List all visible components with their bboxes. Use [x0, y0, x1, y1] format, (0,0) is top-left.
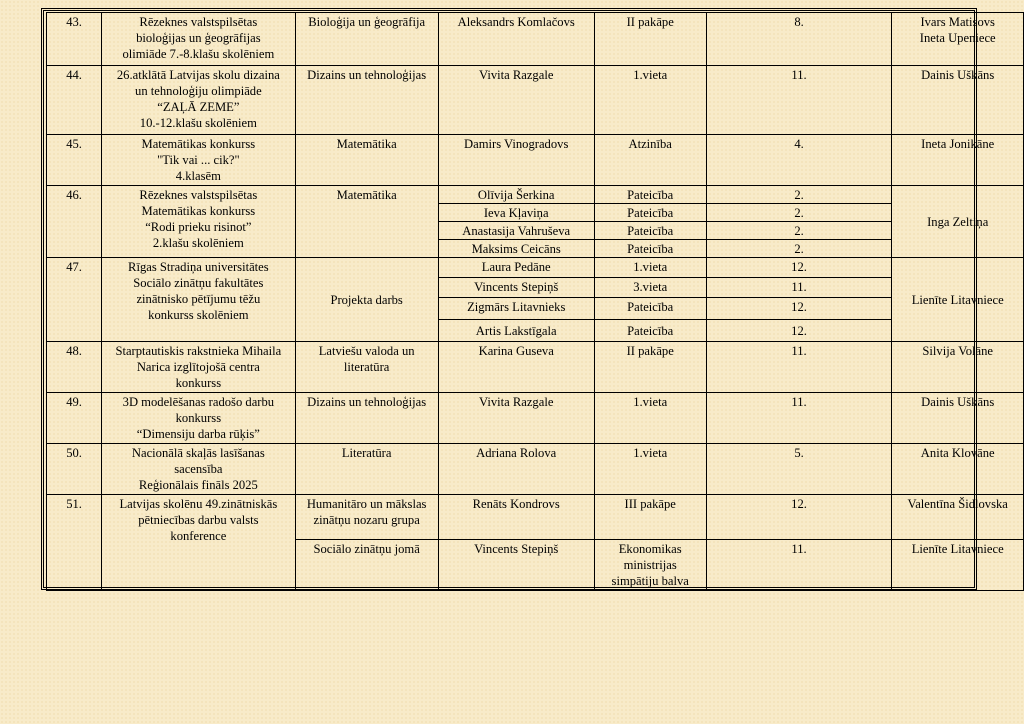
result-cell: II pakāpe	[594, 342, 706, 393]
teacher-cell: Dainis Uškāns	[892, 66, 1024, 135]
result-cell: 3.vieta	[594, 278, 706, 298]
competition-cell: Rēzeknes valstspilsētas Matemātikas konkurss “Rodi prieku risinot” 2.klašu skolēniem	[102, 186, 295, 258]
row-number: 50.	[47, 444, 102, 495]
competition-cell: 26.atklātā Latvijas skolu dizaina un tehnoloģiju olimpiāde “ZAĻĀ ZEME” 10.-12.klašu skolēniem	[102, 66, 295, 135]
row-number: 43.	[47, 13, 102, 66]
result-cell: Pateicība	[594, 204, 706, 222]
student-cell: Artis Lakstīgala	[438, 320, 594, 342]
subject-cell: Bioloģija un ģeogrāfija	[295, 13, 438, 66]
row-number: 45.	[47, 135, 102, 186]
student-cell: Laura Pedāne	[438, 258, 594, 278]
row-number: 44.	[47, 66, 102, 135]
result-cell: 1.vieta	[594, 258, 706, 278]
subject-cell: Dizains un tehnoloģijas	[295, 66, 438, 135]
grade-cell: 4.	[706, 135, 892, 186]
subject-cell: Literatūra	[295, 444, 438, 495]
subject-cell: Matemātika	[295, 186, 438, 258]
row-number: 49.	[47, 393, 102, 444]
teacher-cell: Inga Zeltiņa	[892, 186, 1024, 258]
teacher-cell: Silvija Volāne	[892, 342, 1024, 393]
row-number: 51.	[47, 495, 102, 591]
table-row	[47, 13, 1024, 66]
table-row	[47, 66, 1024, 135]
result-cell: Atzinība	[594, 135, 706, 186]
table-row	[47, 342, 1024, 393]
subject-cell: Humanitāro un mākslas zinātņu nozaru grupa	[295, 495, 438, 540]
teacher-cell: Valentīna Šidlovska	[892, 495, 1024, 540]
subject-cell: Matemātika	[295, 135, 438, 186]
table-row	[47, 444, 1024, 495]
student-cell: Renāts Kondrovs	[438, 495, 594, 540]
teacher-cell: Ineta Jonikāne	[892, 135, 1024, 186]
grade-cell: 2.	[706, 240, 892, 258]
competition-cell: Nacionālā skaļās lasīšanas sacensība Reģionālais fināls 2025	[102, 444, 295, 495]
result-cell: II pakāpe	[594, 13, 706, 66]
grade-cell: 2.	[706, 204, 892, 222]
subject-cell: Projekta darbs	[295, 258, 438, 342]
competition-cell: Latvijas skolēnu 49.zinātniskās pētniecības darbu valsts konference	[102, 495, 295, 591]
grade-cell: 11.	[706, 342, 892, 393]
student-cell: Adriana Rolova	[438, 444, 594, 495]
student-cell: Maksims Ceicāns	[438, 240, 594, 258]
student-cell: Aleksandrs Komlačovs	[438, 13, 594, 66]
subject-cell: Latviešu valoda un literatūra	[295, 342, 438, 393]
teacher-cell: Lienīte Litavniece	[892, 258, 1024, 342]
grade-cell: 11.	[706, 278, 892, 298]
grade-cell: 2.	[706, 186, 892, 204]
result-cell: 1.vieta	[594, 444, 706, 495]
student-cell: Ieva Kļaviņa	[438, 204, 594, 222]
result-cell: 1.vieta	[594, 66, 706, 135]
row-number: 48.	[47, 342, 102, 393]
student-cell: Vivita Razgale	[438, 393, 594, 444]
teacher-cell: Lienīte Litavniece	[892, 540, 1024, 591]
student-cell: Vincents Stepiņš	[438, 278, 594, 298]
grade-cell: 2.	[706, 222, 892, 240]
subject-cell: Sociālo zinātņu jomā	[295, 540, 438, 591]
result-cell: Pateicība	[594, 186, 706, 204]
student-cell: Anastasija Vahruševa	[438, 222, 594, 240]
student-cell: Damirs Vinogradovs	[438, 135, 594, 186]
student-cell: Olīvija Šerkina	[438, 186, 594, 204]
row-number: 47.	[47, 258, 102, 342]
result-cell: Ekonomikas ministrijas simpātiju balva	[594, 540, 706, 591]
teacher-cell: Anita Klovāne	[892, 444, 1024, 495]
result-cell: Pateicība	[594, 320, 706, 342]
results-table	[46, 12, 1024, 591]
competition-cell: Rēzeknes valstspilsētas bioloģijas un ģeogrāfijas olimiāde 7.-8.klašu skolēniem	[102, 13, 295, 66]
student-cell: Karina Guseva	[438, 342, 594, 393]
table-row	[47, 135, 1024, 186]
competition-cell: Rīgas Stradiņa universitātes Sociālo zinātņu fakultātes zinātnisko pētījumu tēžu konkurss skolēniem	[102, 258, 295, 342]
teacher-cell: Ivars Matisovs Ineta Upeniece	[892, 13, 1024, 66]
grade-cell: 11.	[706, 393, 892, 444]
grade-cell: 12.	[706, 298, 892, 320]
teacher-cell: Dainis Uškāns	[892, 393, 1024, 444]
grade-cell: 12.	[706, 258, 892, 278]
table-row	[47, 258, 1024, 278]
competition-cell: Matemātikas konkurss "Tik vai ... cik?" 4.klasēm	[102, 135, 295, 186]
result-cell: Pateicība	[594, 222, 706, 240]
student-cell: Vincents Stepiņš	[438, 540, 594, 591]
grade-cell: 12.	[706, 495, 892, 540]
grade-cell: 8.	[706, 13, 892, 66]
result-cell: Pateicība	[594, 240, 706, 258]
result-cell: III pakāpe	[594, 495, 706, 540]
result-cell: 1.vieta	[594, 393, 706, 444]
grade-cell: 5.	[706, 444, 892, 495]
student-cell: Zigmārs Litavnieks	[438, 298, 594, 320]
grade-cell: 11.	[706, 66, 892, 135]
table-row	[47, 393, 1024, 444]
competition-cell: 3D modelēšanas radošo darbu konkurss “Dimensiju darba rūķis”	[102, 393, 295, 444]
table-row	[47, 186, 1024, 204]
competition-cell: Starptautiskis rakstnieka Mihaila Narica izglītojošā centra konkurss	[102, 342, 295, 393]
subject-cell: Dizains un tehnoloģijas	[295, 393, 438, 444]
grade-cell: 12.	[706, 320, 892, 342]
grade-cell: 11.	[706, 540, 892, 591]
student-cell: Vivita Razgale	[438, 66, 594, 135]
result-cell: Pateicība	[594, 298, 706, 320]
table-row	[47, 495, 1024, 540]
row-number: 46.	[47, 186, 102, 258]
